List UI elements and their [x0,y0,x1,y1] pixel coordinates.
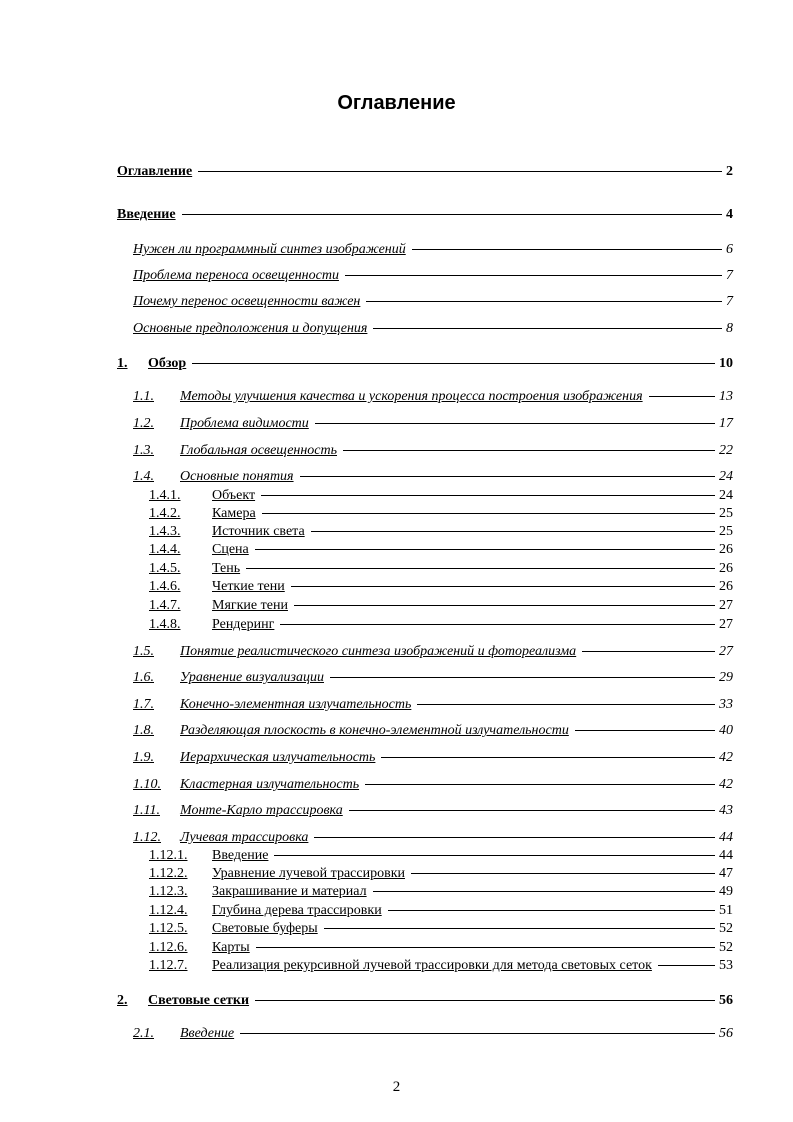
toc-entry-page: 42 [719,777,733,792]
toc-leader-line [381,757,715,758]
toc-entry-number: 1.2. [133,416,154,431]
toc-entry-number: 1.4.6. [149,579,181,594]
toc-entry-number: 1.6. [133,670,154,685]
toc-leader-line [649,396,715,397]
toc-entry-title: Глобальная освещенность [180,443,338,458]
toc-entry[interactable] [149,578,733,596]
toc-entry-number: 1.4.3. [149,524,181,539]
toc-entry-page: 53 [719,958,733,973]
toc-entry-title: Световые сетки [148,993,250,1008]
toc-entry[interactable] [149,505,733,523]
toc-entry-page: 6 [726,242,733,257]
toc-entry-page: 17 [719,416,733,431]
toc-leader-line [366,301,722,302]
toc-entry-page: 13 [719,389,733,404]
toc-entry-page: 52 [719,940,733,955]
toc-leader-line [246,568,715,569]
toc-entry[interactable] [133,722,733,740]
toc-leader-line [582,651,715,652]
toc-entry[interactable] [117,992,733,1010]
toc-entry[interactable] [133,802,733,820]
toc-entry-page: 22 [719,443,733,458]
toc-leader-line [261,495,715,496]
toc-entry[interactable] [117,163,733,181]
toc-entry-number: 1.10. [133,777,161,792]
toc-entry-title: Источник света [212,524,305,539]
toc-entry-title: Основные понятия [180,469,294,484]
toc-leader-line [365,784,715,785]
toc-entry-title: Монте-Карло трассировка [180,803,343,818]
toc-leader-line [575,730,715,731]
toc-entry-page: 24 [719,469,733,484]
toc-entry[interactable] [149,957,733,975]
toc-entry[interactable] [133,293,733,311]
toc-entry-title: Методы улучшения качества и ускорения процесса построения изображения [180,389,643,404]
toc-entry-number: 1.3. [133,443,154,458]
toc-entry-page: 7 [726,268,733,283]
toc-entry-page: 27 [719,617,733,632]
toc-entry-number: 2. [117,993,128,1008]
toc-entry-page: 43 [719,803,733,818]
toc-entry[interactable] [149,847,733,865]
toc-entry-number: 1.4.8. [149,617,181,632]
toc-entry[interactable] [117,206,733,224]
toc-entry[interactable] [133,320,733,338]
toc-entry[interactable] [149,920,733,938]
toc-entry-number: 1.9. [133,750,154,765]
toc-leader-line [411,873,715,874]
toc-entry-number: 1.8. [133,723,154,738]
toc-entry-title: Карты [212,940,250,955]
toc-entry-title: Основные предположения и допущения [133,321,368,336]
toc-leader-line [343,450,715,451]
toc-entry-number: 1.12.3. [149,884,188,899]
toc-entry-number: 1.4.2. [149,506,181,521]
toc-leader-line [311,531,715,532]
toc-entry[interactable] [133,829,733,847]
toc-entry-title: Глубина дерева трассировки [212,903,382,918]
toc-entry-title: Реализация рекурсивной лучевой трассировки для метода световых сеток [212,958,652,973]
toc-entry-page: 33 [719,697,733,712]
toc-leader-line [330,677,715,678]
toc-entry[interactable] [149,487,733,505]
toc-entry-number: 1.4.4. [149,542,181,557]
toc-entry-number: 1. [117,356,128,371]
toc-entry-number: 1.12.4. [149,903,188,918]
toc-entry[interactable] [133,388,733,406]
toc-leader-line [300,476,715,477]
toc-entry[interactable] [149,883,733,901]
toc-entry[interactable] [133,643,733,661]
toc-entry-page: 7 [726,294,733,309]
toc-leader-line [198,171,722,172]
toc-entry-title: Иерархическая излучательность [180,750,376,765]
toc-entry-title: Введение [212,848,269,863]
toc-entry-title: Проблема видимости [180,416,309,431]
toc-entry-title: Тень [212,561,241,576]
toc-entry-page: 44 [719,830,733,845]
toc-entry-number: 1.4.1. [149,488,181,503]
toc-entry-number: 1.4.5. [149,561,181,576]
toc-leader-line [256,947,715,948]
toc-entry[interactable] [133,776,733,794]
toc-leader-line [658,965,715,966]
toc-leader-line [291,586,715,587]
toc-entry-page: 56 [719,1026,733,1041]
toc-entry-page: 49 [719,884,733,899]
toc-entry-page: 29 [719,670,733,685]
toc-entry-title: Лучевая трассировка [180,830,309,845]
toc-leader-line [280,624,715,625]
toc-entry-page: 47 [719,866,733,881]
toc-entry-title: Почему перенос освещенности важен [133,294,361,309]
toc-leader-line [182,214,722,215]
toc-entry-page: 25 [719,524,733,539]
toc-entry-page: 27 [719,598,733,613]
toc-entry-page: 51 [719,903,733,918]
toc-leader-line [345,275,722,276]
toc-entry-number: 1.12.2. [149,866,188,881]
toc-entry-title: Рендеринг [212,617,275,632]
toc-entry[interactable] [133,415,733,433]
toc-leader-line [294,605,715,606]
toc-entry[interactable] [149,597,733,615]
toc-entry-number: 2.1. [133,1026,154,1041]
toc-entry-title: Четкие тени [212,579,285,594]
toc-entry-title: Оглавление [117,164,193,179]
toc-entry[interactable] [133,696,733,714]
toc-entry-number: 1.4. [133,469,154,484]
toc-entry-page: 56 [719,993,733,1008]
toc-entry-number: 1.1. [133,389,154,404]
toc-entry-page: 26 [719,542,733,557]
toc-leader-line [240,1033,715,1034]
toc-entry-page: 40 [719,723,733,738]
toc-entry-title: Конечно-элементная излучательность [180,697,412,712]
toc-entry-page: 4 [726,207,733,222]
toc-entry-page: 10 [719,356,733,371]
toc-leader-line [417,704,715,705]
toc-entry-title: Введение [180,1026,235,1041]
toc-entry-number: 1.7. [133,697,154,712]
toc-entry-page: 24 [719,488,733,503]
toc-entry-page: 52 [719,921,733,936]
toc-leader-line [388,910,715,911]
toc-leader-line [412,249,722,250]
toc-entry-page: 42 [719,750,733,765]
toc-entry[interactable] [133,749,733,767]
toc-entry-title: Камера [212,506,256,521]
toc-entry[interactable] [133,241,733,259]
toc-entry-title: Нужен ли программный синтез изображений [133,242,406,257]
toc-entry-page: 25 [719,506,733,521]
toc-entry-title: Обзор [148,356,187,371]
page-number: 2 [392,1079,401,1095]
toc-entry-title: Закрашивание и материал [212,884,367,899]
toc-entry-number: 1.4.7. [149,598,181,613]
toc-leader-line [262,513,715,514]
toc-entry-page: 8 [726,321,733,336]
toc-leader-line [373,328,722,329]
toc-leader-line [373,891,715,892]
toc-entry-number: 1.12.1. [149,848,188,863]
toc-entry-title: Проблема переноса освещенности [133,268,339,283]
toc-entry-number: 1.11. [133,803,160,818]
toc-entry[interactable] [149,939,733,957]
toc-leader-line [349,810,715,811]
toc-entry[interactable] [133,468,733,486]
toc-entry-title: Объект [212,488,256,503]
toc-entry-number: 1.5. [133,644,154,659]
toc-entry-title: Кластерная излучательность [180,777,360,792]
toc-entry-page: 26 [719,561,733,576]
toc-leader-line [274,855,715,856]
page-title: Оглавление [337,92,456,114]
toc-entry-number: 1.12.5. [149,921,188,936]
toc-entry[interactable] [149,541,733,559]
toc-leader-line [315,423,715,424]
toc-leader-line [255,549,715,550]
toc-entry-page: 27 [719,644,733,659]
toc-entry-page: 44 [719,848,733,863]
toc-entry-number: 1.12.6. [149,940,188,955]
toc-entry[interactable] [149,523,733,541]
toc-entry-page: 26 [719,579,733,594]
toc-leader-line [255,1000,715,1001]
toc-leader-line [324,928,715,929]
toc-entry-title: Уравнение визуализации [180,670,324,685]
toc-entry-title: Введение [117,207,176,222]
toc-entry[interactable] [133,1025,733,1043]
toc-entry-title: Разделяющая плоскость в конечно-элементной излучательности [180,723,569,738]
toc-entry[interactable] [133,669,733,687]
toc-entry-title: Уравнение лучевой трассировки [212,866,405,881]
toc-entry-title: Световые буферы [212,921,318,936]
toc-entry-title: Понятие реалистического синтеза изображений и фотореализма [180,644,577,659]
toc-leader-line [314,837,715,838]
toc-leader-line [192,363,715,364]
toc-entry[interactable] [149,865,733,883]
toc-entry-page: 2 [726,164,733,179]
toc-entry[interactable] [117,355,733,373]
toc-entry-title: Мягкие тени [212,598,288,613]
toc-entry-number: 1.12. [133,830,161,845]
toc-entry-title: Сцена [212,542,249,557]
toc-entry[interactable] [149,560,733,578]
toc-entry[interactable] [133,267,733,285]
toc-entry[interactable] [133,442,733,460]
toc-entry-number: 1.12.7. [149,958,188,973]
toc-entry[interactable] [149,616,733,634]
toc-entry[interactable] [149,902,733,920]
